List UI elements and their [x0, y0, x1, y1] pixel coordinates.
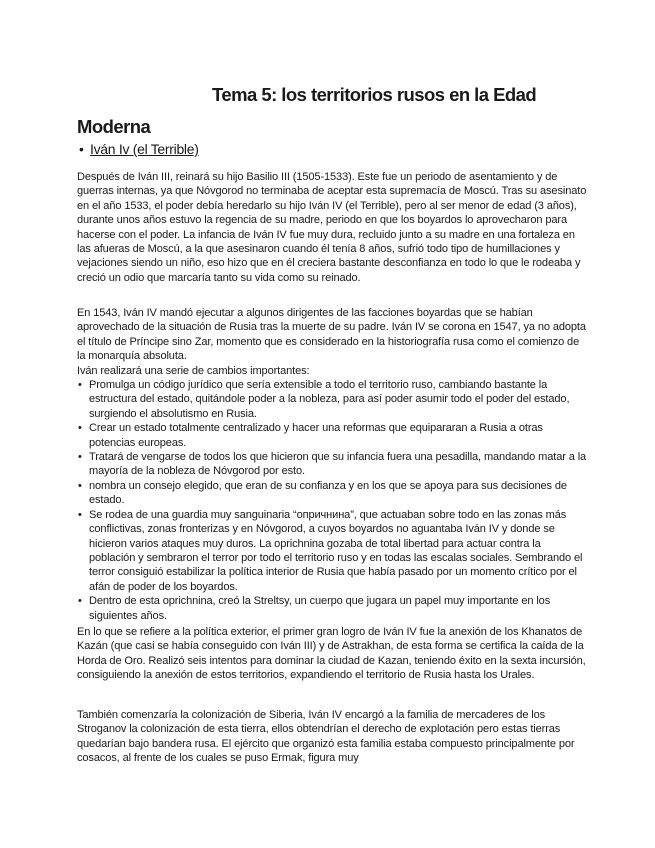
paragraph-text: También comenzaría la colonización de Siberia, Iván IV encargó a la familia de mercaderes de los Stroganov la colonización de esta tierra, ellos obtendrían el derecho de explotación pero estas tierras quedarían bajo bandera rusa. El ejército que organizó esta familia estaba compuesto principalmente por cosacos, al frente de los cuales se puso Ermak, figura muy	[77, 709, 575, 765]
list-item	[77, 594, 589, 623]
bullet-icon: •	[78, 508, 82, 521]
list-item-text: Promulga un código jurídico que sería extensible a todo el territorio ruso, cambiando bastante la estructura del estado, quitándole poder a la nobleza, para así poder asumir todo el poder del estado, surgiendo el absolutismo en Rusia.	[89, 379, 570, 420]
list-item	[77, 378, 589, 421]
list-item-text: Crear un estado totalmente centralizado y hacer una reformas que equipararan a Rusia a otras potencias europeas.	[89, 422, 543, 449]
paragraph-1	[77, 170, 589, 285]
page-title: Tema 5: los territorios rusos en la Edad	[212, 84, 537, 105]
bullet-icon: •	[78, 379, 82, 392]
bullet-icon: •	[78, 422, 82, 435]
bullet-icon: •	[78, 451, 82, 464]
section-heading-label: Iván Iv (el Terrible)	[90, 141, 199, 157]
list-item-text: Tratará de vengarse de todos los que hicieron que su infancia fuera una pesadilla, mandando matar a la mayoría de la nobleza de Nóvgorod por esto.	[89, 451, 587, 478]
bullet-icon: •	[78, 595, 82, 608]
paragraph-text: Después de Iván III, reinará su hijo Basilio III (1505-1533). Este fue un periodo de asentamiento y de guerras internas, ya que Nóvgorod no terminaba de aceptar esta supremacía de Moscú. Tras su asesinato en el año 1533, el poder debía heredarlo su hijo Iván IV (el Terrible), pero al ser menor de edad (3 años), durante unos años estuvo la regencia de su madre, periodo en que los boyardos lo aprovecharon para hacerse con el poder. La infancia de Iván IV fue muy dura, recluido junto a su madre en una fortaleza en las afueras de Moscú, a la que asesinaron cuando él tenía 8 años, sufrió todo tipo de humillaciones y vejaciones siendo un niño, eso hizo que en él creciera bastante desconfianza en todo lo que le rodeaba y creció un odio que marcaría tanto su vida como su reinado.	[77, 171, 587, 284]
list-item-text: Se rodea de una guardia muy sanguinaria “опричнина”, que actuaban sobre todo en las zonas más conflictivas, zonas fronterizas y en Nóvgorod, a cuyos boyardos no aguantaba Iván IV y donde se hicieron varios ataques muy duros. La oprichnina gozaba de total libertad para actuar contra la población y sembraron el terror por todo el territorio ruso y en todas las escalas sociales. Sembrando el terror consiguió estabilizar la política interior de Rusia que había pasado por un momento crítico por el afán de poder de los boyardos.	[89, 508, 583, 593]
page-title-continuation: Moderna	[77, 116, 151, 137]
paragraph-text: En 1543, Iván IV mandó ejecutar a algunos dirigentes de las facciones boyardas que se habían aprovechado de la situación de Rusia tras la muerte de su padre. Iván IV se corona en 1547, ya no adopta el título de Príncipe sino Zar, momento que es considerado en la historiografía rusa como el comienzo de la monarquía absoluta.	[77, 307, 586, 363]
list-item-text: Dentro de esta oprichnina, creó la Streltsy, un cuerpo que jugara un papel muy importante en los siguientes años.	[89, 595, 551, 622]
paragraph-text: En lo que se refiere a la política exterior, el primer gran logro de Iván IV fue la anexión de los Khanatos de Kazán (que casi se había conseguido con Iván III) y de Astrakhan, de esta forma se certifica la caída de la Horda de Oro. Realizó seis intentos para dominar la ciudad de Kazan, teniendo éxito en la sexta incursión, consiguiendo la anexión de estos territorios, expandiendo el territorio de Rusia hasta los Urales.	[77, 626, 586, 682]
section-heading	[79, 141, 199, 157]
list-item	[77, 479, 589, 508]
paragraph-3	[77, 625, 589, 683]
bullet-icon: •	[78, 479, 82, 492]
paragraph-4	[77, 708, 589, 766]
changes-intro: Iván realizará una serie de cambios importantes:	[77, 364, 310, 377]
changes-list	[77, 378, 589, 623]
list-item	[77, 508, 589, 594]
list-item-text: nombra un consejo elegido, que eran de su confianza y en los que se apoya para sus decisiones de estado.	[89, 479, 567, 507]
list-item	[77, 450, 589, 479]
bullet-icon: •	[79, 141, 84, 157]
paragraph-2	[77, 306, 589, 623]
list-item	[77, 421, 589, 450]
